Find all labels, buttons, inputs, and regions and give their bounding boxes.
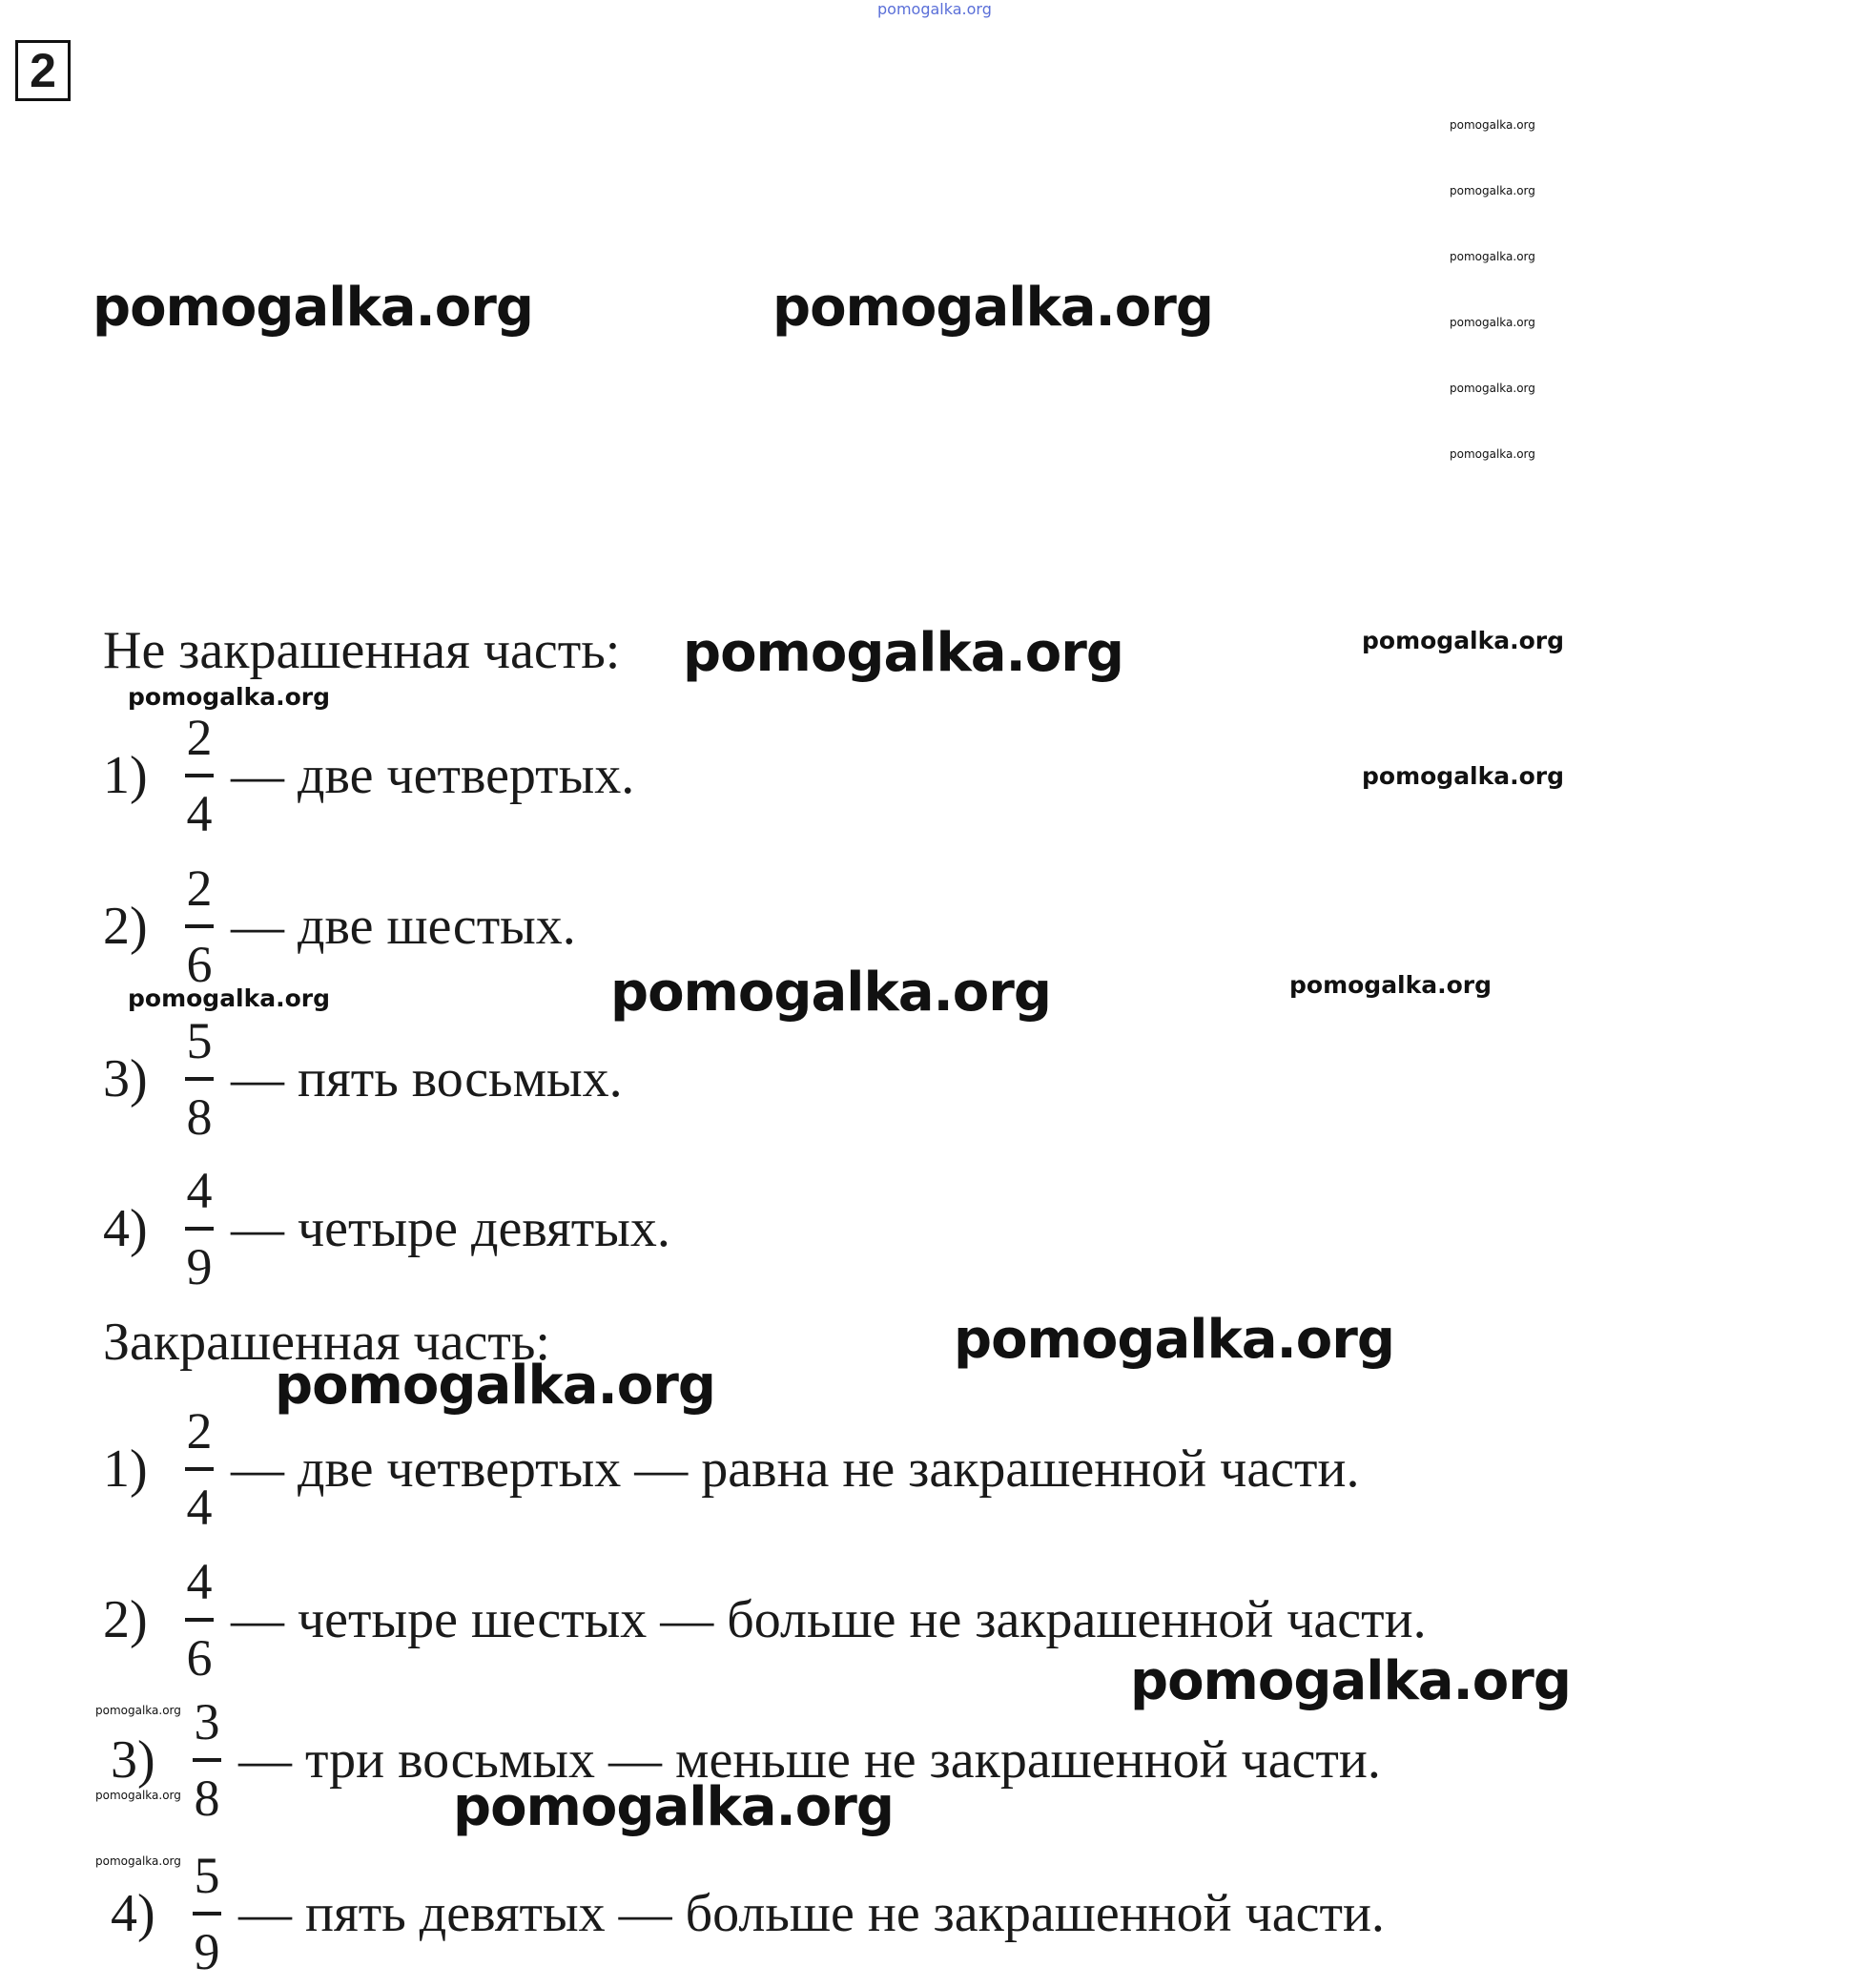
fraction	[183, 1004, 216, 1153]
fraction	[183, 701, 216, 850]
list-item	[103, 1154, 670, 1303]
list-item	[103, 852, 576, 1001]
watermark: pomogalka.org	[1130, 1650, 1571, 1712]
watermark: pomogalka.org	[1450, 382, 1535, 395]
watermark: pomogalka.org	[1362, 627, 1565, 654]
denominator: 9	[194, 1923, 220, 1980]
fraction	[183, 852, 216, 1001]
item-text: — две четвертых — равна не закрашенной части.	[231, 1439, 1360, 1499]
watermark: pomogalka.org	[95, 1789, 181, 1802]
denominator: 6	[186, 1629, 213, 1687]
watermark: pomogalka.org	[1450, 316, 1535, 329]
numerator: 2	[186, 709, 213, 766]
list-item	[103, 1395, 1359, 1543]
numerator: 4	[186, 1553, 213, 1610]
watermark: pomogalka.org	[95, 1854, 181, 1868]
item-number: 1)	[103, 1439, 148, 1499]
numerator: 3	[194, 1693, 220, 1750]
item-text: — пять восьмых.	[231, 1049, 623, 1108]
item-text: — две шестых.	[231, 897, 576, 956]
fraction	[191, 1839, 223, 1988]
watermark: pomogalka.org	[772, 277, 1213, 339]
task-number: 2	[15, 40, 71, 101]
watermark: pomogalka.org	[93, 277, 533, 339]
denominator: 6	[186, 936, 213, 993]
fraction	[191, 1686, 223, 1834]
fraction	[183, 1395, 216, 1543]
watermark: pomogalka.org	[128, 683, 331, 711]
watermark: pomogalka.org	[954, 1309, 1394, 1371]
watermark: pomogalka.org	[1289, 971, 1493, 999]
watermark: pomogalka.org	[683, 622, 1123, 684]
watermark: pomogalka.org	[1450, 184, 1535, 197]
watermark: pomogalka.org	[128, 984, 331, 1012]
watermark: pomogalka.org	[1450, 118, 1535, 132]
watermark: pomogalka.org	[275, 1355, 715, 1417]
section-heading-unshaded: Не закрашенная часть:	[103, 621, 621, 680]
item-text: — три восьмых — меньше не закрашенной части.	[238, 1730, 1381, 1790]
watermark: pomogalka.org	[1450, 447, 1535, 461]
fraction	[183, 1154, 216, 1303]
numerator: 5	[194, 1847, 220, 1904]
watermark: pomogalka.org	[610, 962, 1051, 1024]
section-heading-shaded: Закрашенная часть:	[103, 1313, 550, 1372]
item-number: 1)	[103, 746, 148, 805]
watermark: pomogalka.org	[877, 0, 992, 18]
denominator: 8	[194, 1770, 220, 1827]
numerator: 2	[186, 859, 213, 917]
watermark: pomogalka.org	[95, 1704, 181, 1717]
list-item	[111, 1839, 1385, 1988]
numerator: 2	[186, 1402, 213, 1460]
watermark: pomogalka.org	[1450, 250, 1535, 263]
item-number: 3)	[103, 1049, 148, 1108]
denominator: 9	[186, 1238, 213, 1295]
watermark: pomogalka.org	[453, 1776, 894, 1838]
item-number: 2)	[103, 1590, 148, 1649]
item-text: — четыре девятых.	[231, 1199, 670, 1258]
item-text: — две четвертых.	[231, 746, 635, 805]
watermark: pomogalka.org	[1362, 762, 1565, 790]
list-item	[103, 1004, 623, 1153]
numerator: 4	[186, 1162, 213, 1219]
denominator: 8	[186, 1088, 213, 1146]
item-text: — пять девятых — больше не закрашенной части.	[238, 1884, 1385, 1943]
numerator: 5	[186, 1012, 213, 1069]
list-item	[103, 701, 634, 850]
item-text: — четыре шестых — больше не закрашенной части.	[231, 1590, 1427, 1649]
item-number: 2)	[103, 897, 148, 956]
item-number: 4)	[103, 1199, 148, 1258]
denominator: 4	[186, 785, 213, 842]
item-number: 4)	[111, 1884, 155, 1943]
denominator: 4	[186, 1479, 213, 1536]
fraction	[183, 1545, 216, 1694]
item-number: 3)	[111, 1730, 155, 1790]
